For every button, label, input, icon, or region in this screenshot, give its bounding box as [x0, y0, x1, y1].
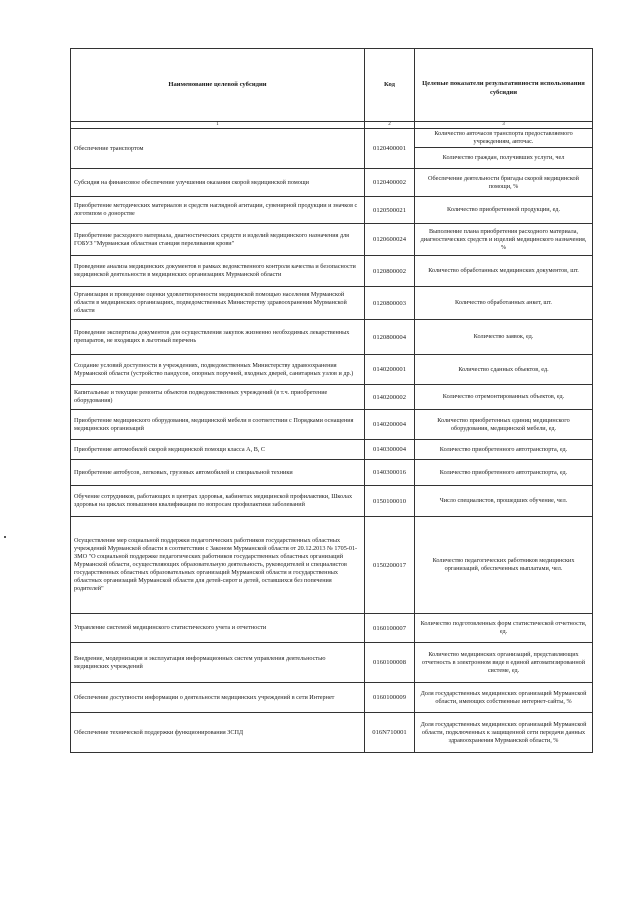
performance-indicator: Количество авточасов транспорта предоставляемого учреждениям, авточас. — [415, 129, 593, 148]
performance-indicator: Количество приобретенного автотранспорта, ед. — [415, 440, 593, 460]
document-page — [70, 48, 592, 753]
subsidy-name: Создание условий доступности в учреждениях, подведомственных Министерству здравоохранения Мурманской области (устройство пандусов, опорных поручней, входных дверей, санитарных узлов и др.) — [71, 355, 365, 385]
subsidy-name: Обеспечение технической поддержки функционирования ЗСПД — [71, 713, 365, 753]
subsidy-name: Управление системой медицинского статистического учета и отчетности — [71, 614, 365, 643]
column-number: 1 — [71, 122, 365, 129]
table-row — [71, 224, 593, 256]
header-indicators: Целевые показатели результативности использования субсидии — [415, 49, 593, 122]
subsidy-name: Осуществление мер социальной поддержки педагогических работников государственных областных учреждений Мурманской области в соответствии с Законом Мурманской области от 20.12.2013 № 1705-01-ЗМО "О социальной поддержке педагогических работников государственных областных организаций Мурманской области, осуществляющих образовательную деятельность, руководителей и специалистов государственных областных образовательных организаций Мурманской области и государственных областных организаций Мурманской области для детей-сирот и детей, оставшихся без попечения родителей" — [71, 517, 365, 614]
table-row — [71, 643, 593, 683]
performance-indicator: Число специалистов, прошедших обучение, чел. — [415, 486, 593, 517]
scan-artifact-dot — [4, 536, 6, 538]
performance-indicator: Количество приобретенной продукции, ед. — [415, 197, 593, 224]
performance-indicator: Количество подготовленных форм статистической отчетности, ед. — [415, 614, 593, 643]
column-number: 3 — [415, 122, 593, 129]
subsidy-name: Приобретение методических материалов и средств наглядной агитации, сувенирной продукции и значков с логотипом о донорстве — [71, 197, 365, 224]
performance-indicator: Количество приобретенного автотранспорта, ед. — [415, 460, 593, 486]
table-row — [71, 197, 593, 224]
subsidy-code: 0120800004 — [365, 320, 415, 355]
subsidy-code: 0140300016 — [365, 460, 415, 486]
table-row — [71, 440, 593, 460]
table-row — [71, 129, 593, 148]
table-row — [71, 320, 593, 355]
subsidy-name: Обеспечение транспортом — [71, 129, 365, 169]
table-row — [71, 355, 593, 385]
table-row — [71, 169, 593, 197]
table-row — [71, 486, 593, 517]
subsidy-code: 0140300004 — [365, 440, 415, 460]
subsidy-code: 0120400002 — [365, 169, 415, 197]
table-row — [71, 460, 593, 486]
performance-indicator: Доля государственных медицинских организаций Мурманской области, подключенных к защищенной сети передачи данных здравоохранения Мурманской области, % — [415, 713, 593, 753]
table-row — [71, 256, 593, 287]
table-row — [71, 517, 593, 614]
performance-indicator: Количество отремонтированных объектов, ед. — [415, 385, 593, 410]
subsidy-name: Внедрение, модернизация и эксплуатация информационных систем управления деятельностью медицинских учреждений — [71, 643, 365, 683]
subsidy-code: 0140200001 — [365, 355, 415, 385]
subsidy-code: 0140200004 — [365, 410, 415, 440]
performance-indicator: Доля государственных медицинских организаций Мурманской области, имеющих собственные интернет-сайты, % — [415, 683, 593, 713]
table-row — [71, 287, 593, 320]
column-number-row — [71, 122, 593, 129]
performance-indicator: Выполнение плана приобретения расходного материала, диагностических средств и изделий медицинского назначения, % — [415, 224, 593, 256]
subsidy-name: Приобретение расходного материала, диагностических средств и изделий медицинского назначения для ГОБУЗ "Мурманская областная станция переливания крови" — [71, 224, 365, 256]
subsidy-name: Обеспечение доступности информации о деятельности медицинских учреждений в сети Интернет — [71, 683, 365, 713]
header-code: Код — [365, 49, 415, 122]
header-subsidy-name: Наименование целевой субсидии — [71, 49, 365, 122]
subsidy-code: 0150200017 — [365, 517, 415, 614]
subsidy-code: 0150100010 — [365, 486, 415, 517]
subsidy-name: Организация и проведение оценки удовлетворенности медицинской помощью населения Мурманской области в медицинских организациях, подведомственных Министерству здравоохранения Мурманской области — [71, 287, 365, 320]
subsidy-code: 0120400001 — [365, 129, 415, 169]
subsidy-name: Капитальные и текущие ремонты объектов подведомственных учреждений (в т.ч. приобретение оборудования) — [71, 385, 365, 410]
subsidy-name: Проведение анализа медицинских документов в рамках ведомственного контроля качества и безопасности медицинской деятельности в медицинских организациях Мурманской области — [71, 256, 365, 287]
subsidy-name: Приобретение автобусов, легковых, грузовых автомобилей и специальной техники — [71, 460, 365, 486]
subsidy-code: 0120800002 — [365, 256, 415, 287]
subsidy-table — [70, 48, 593, 753]
performance-indicator: Количество медицинских организаций, представляющих отчетность в электронном виде в единой автоматизированной системе, ед. — [415, 643, 593, 683]
performance-indicator: Обеспечение деятельности бригады скорой медицинской помощи, % — [415, 169, 593, 197]
performance-indicator: Количество граждан, получивших услуги, чел — [415, 148, 593, 169]
subsidy-code: 0160100008 — [365, 643, 415, 683]
subsidy-name: Приобретение автомобилей скорой медицинской помощи класса А, В, С — [71, 440, 365, 460]
performance-indicator: Количество заявок, ед. — [415, 320, 593, 355]
subsidy-name: Проведение экспертизы документов для осуществления закупок жизненно необходимых лекарственных препаратов, не входящих в льготный перечень — [71, 320, 365, 355]
subsidy-name: Субсидия на финансовое обеспечение улучшения оказания скорой медицинской помощи — [71, 169, 365, 197]
subsidy-name: Обучение сотрудников, работающих в центрах здоровья, кабинетах медицинской профилактики, Школах здоровья на циклах повышения квалификации по вопросам профилактики заболеваний — [71, 486, 365, 517]
table-row — [71, 410, 593, 440]
table-row — [71, 385, 593, 410]
table-row — [71, 713, 593, 753]
subsidy-code: 0160100009 — [365, 683, 415, 713]
subsidy-code: 0120800003 — [365, 287, 415, 320]
performance-indicator: Количество обработанных медицинских документов, шт. — [415, 256, 593, 287]
performance-indicator: Количество приобретенных единиц медицинского оборудования, медицинской мебели, ед. — [415, 410, 593, 440]
subsidy-name: Приобретение медицинского оборудования, медицинской мебели в соответствии с Порядками оснащения медицинских организаций — [71, 410, 365, 440]
table-row — [71, 614, 593, 643]
table-row — [71, 683, 593, 713]
subsidy-code: 0120600024 — [365, 224, 415, 256]
subsidy-code: 0120500021 — [365, 197, 415, 224]
performance-indicator: Количество сданных объектов, ед. — [415, 355, 593, 385]
subsidy-code: 016N710001 — [365, 713, 415, 753]
subsidy-code: 0140200002 — [365, 385, 415, 410]
subsidy-code: 0160100007 — [365, 614, 415, 643]
performance-indicator: Количество педагогических работников медицинских организаций, обеспеченных выплатами, чел. — [415, 517, 593, 614]
performance-indicator: Количество обработанных анкет, шт. — [415, 287, 593, 320]
table-header-row — [71, 49, 593, 122]
column-number: 2 — [365, 122, 415, 129]
